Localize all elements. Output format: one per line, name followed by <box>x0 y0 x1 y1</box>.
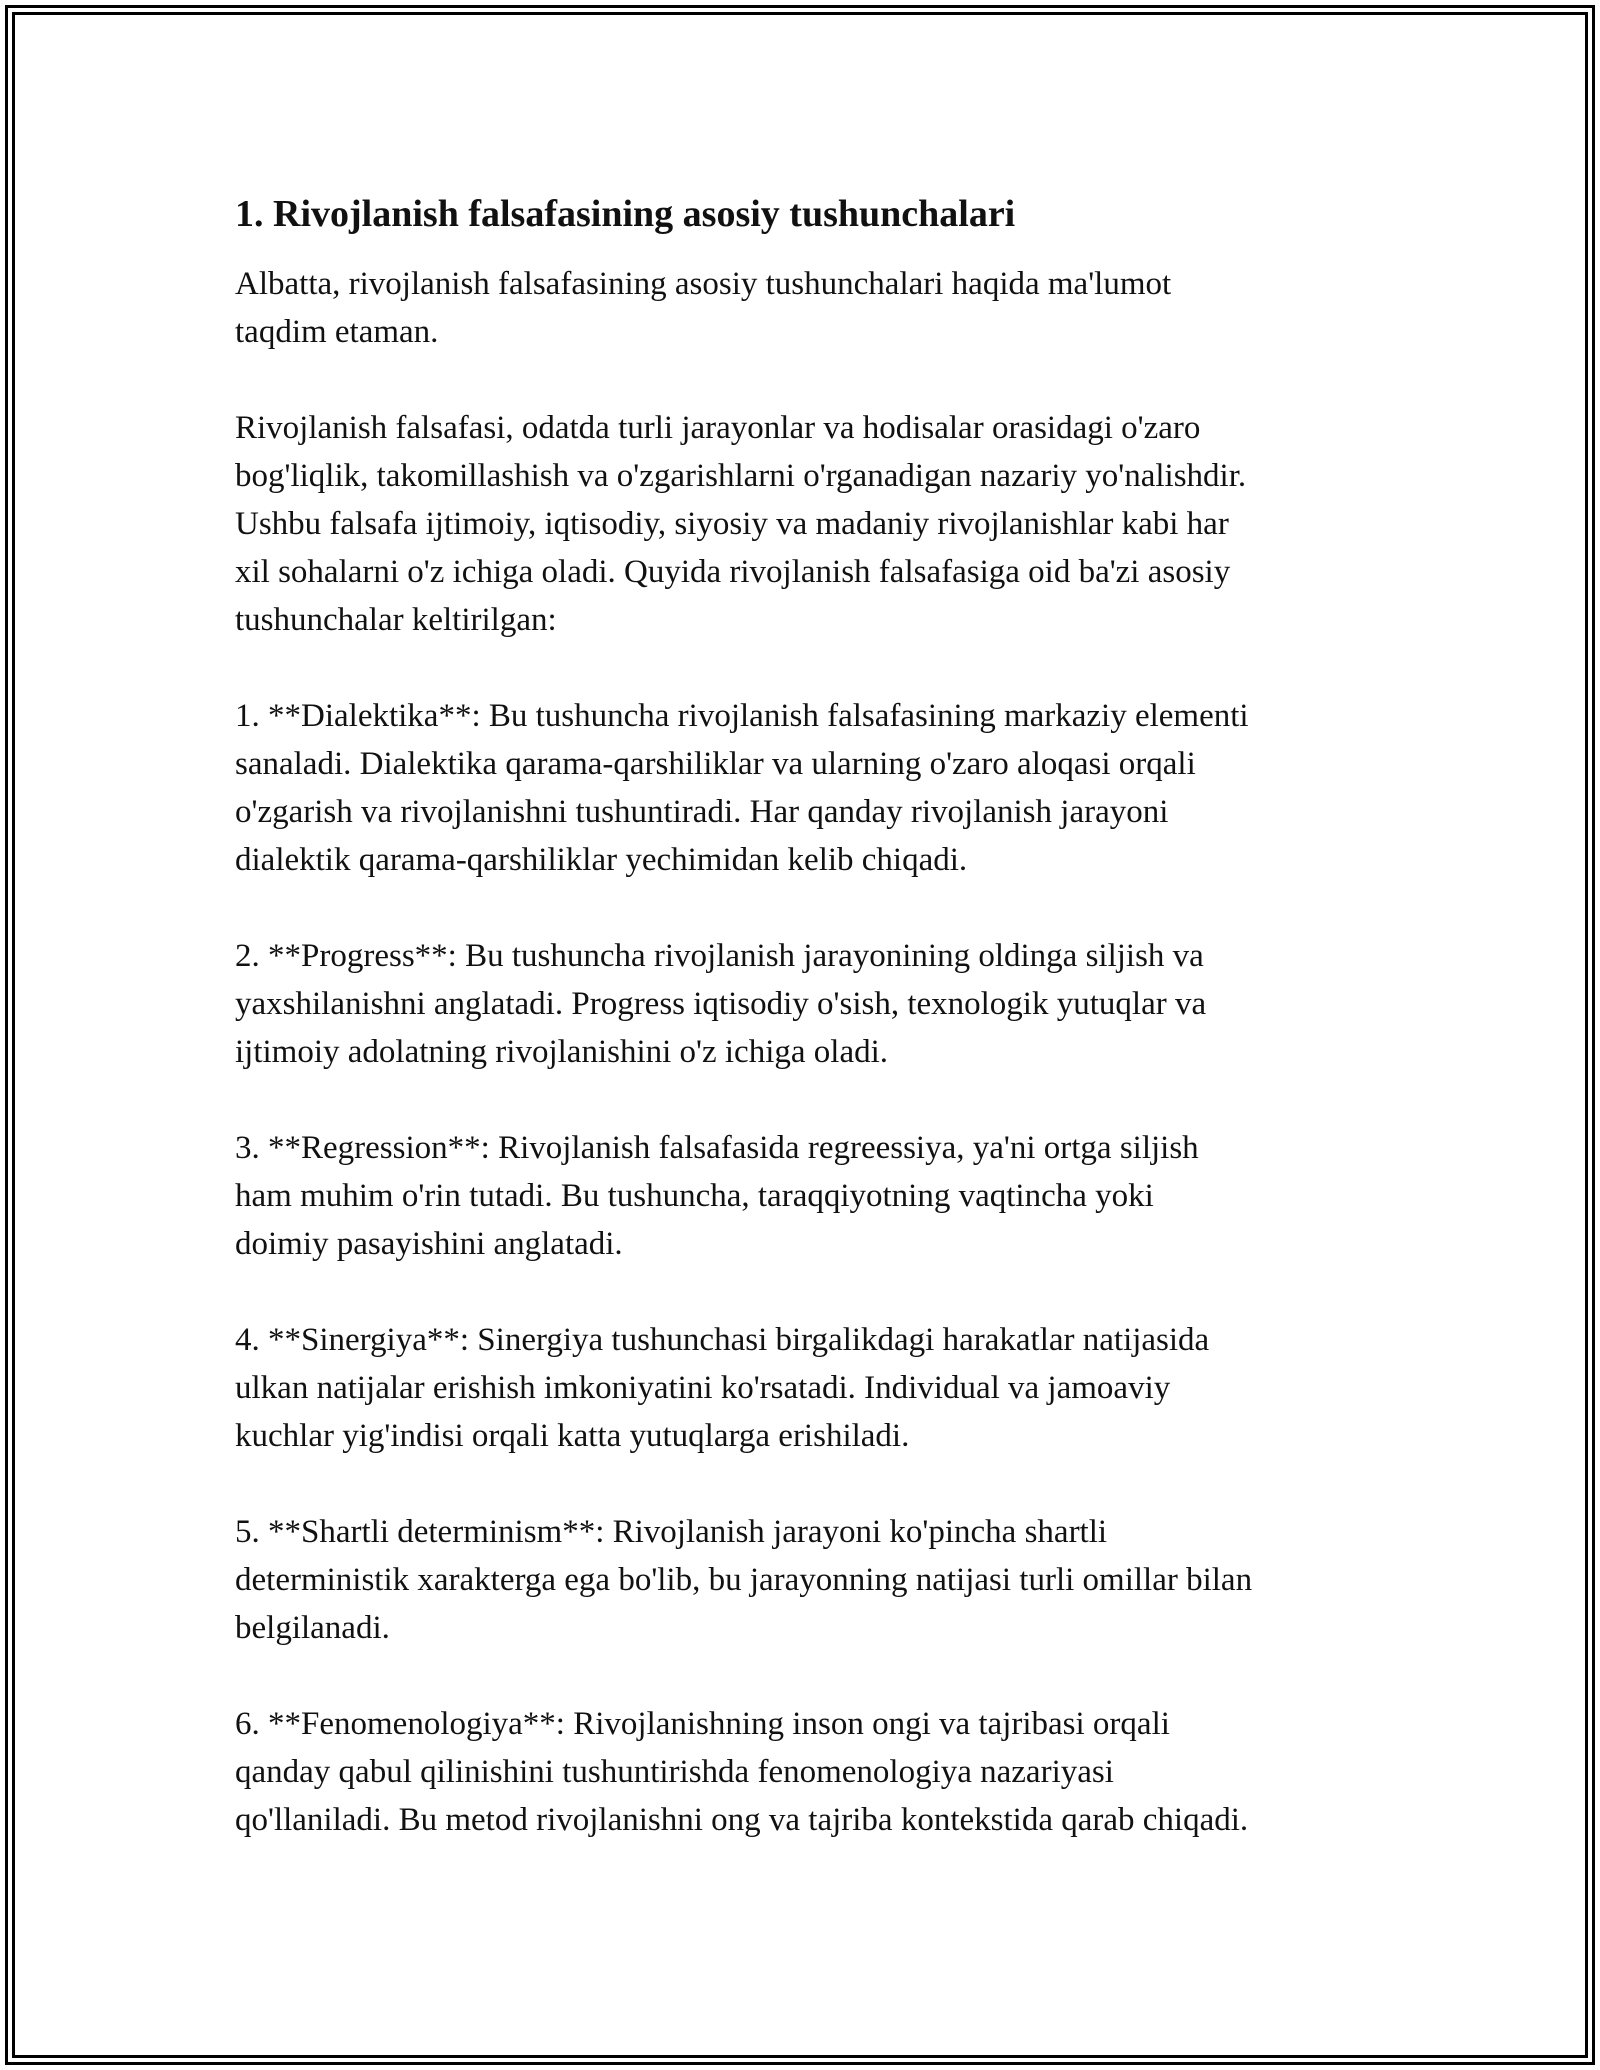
paragraph-overview: Rivojlanish falsafasi, odatda turli jarayonlar va hodisalar orasidagi o'zaro bog'liqlik, takomillashish va o'zgarishlarni o'rganadigan nazariy yo'nalishdir. Ushbu falsafa ijtimoiy, iqtisodiy, siyosiy va madaniy rivojlanishlar kabi har xil sohalarni o'z ichiga oladi. Quyida rivojlanish falsafasiga oid ba'zi asosiy tushunchalar keltirilgan: <box>235 410 1247 638</box>
paragraph-determinism: 5. **Shartli determinism**: Rivojlanish jarayoni ko'pincha shartli deterministik xarakterga ega bo'lib, bu jarayonning natijasi turli omillar bilan belgilanadi. <box>235 1514 1253 1646</box>
paragraph-regression: 3. **Regression**: Rivojlanish falsafasida regreessiya, ya'ni ortga siljish ham muhim o'rin tutadi. Bu tushuncha, taraqqiyotning vaqtincha yoki doimiy pasayishini anglatadi. <box>235 1130 1199 1262</box>
paragraph-fenomenologiya: 6. **Fenomenologiya**: Rivojlanishning inson ongi va tajribasi orqali qanday qabul qilinishini tushuntirishda fenomenologiya nazariyasi qo'llaniladi. Bu metod rivojlanishni ong va tajriba kontekstida qarab chiqadi. <box>235 1706 1249 1838</box>
paragraph-sinergiya: 4. **Sinergiya**: Sinergiya tushunchasi birgalikdagi harakatlar natijasida ulkan natijalar erishish imkoniyatini ko'rsatadi. Individual va jamoaviy kuchlar yig'indisi orqali katta yutuqlarga erishiladi. <box>235 1322 1210 1454</box>
paragraph-dialektika: 1. **Dialektika**: Bu tushuncha rivojlanish falsafasining markaziy elementi sanaladi. Dialektika qarama-qarshiliklar va ularning o'zaro aloqasi orqali o'zgarish va rivojlanishni tushuntiradi. Har qanday rivojlanish jarayoni dialektik qarama-qarshiliklar yechimidan kelib chiqadi. <box>235 698 1249 878</box>
page-title: 1. Rivojlanish falsafasining asosiy tushunchalari <box>235 193 1016 235</box>
paragraph-progress: 2. **Progress**: Bu tushuncha rivojlanish jarayonining oldinga siljish va yaxshilanishni anglatadi. Progress iqtisodiy o'sish, texnologik yutuqlar va ijtimoiy adolatning rivojlanishini o'z ichiga oladi. <box>235 938 1207 1070</box>
paragraph-intro: Albatta, rivojlanish falsafasining asosiy tushunchalari haqida ma'lumot taqdim etaman. <box>235 266 1172 350</box>
document-body <box>235 190 1375 1892</box>
